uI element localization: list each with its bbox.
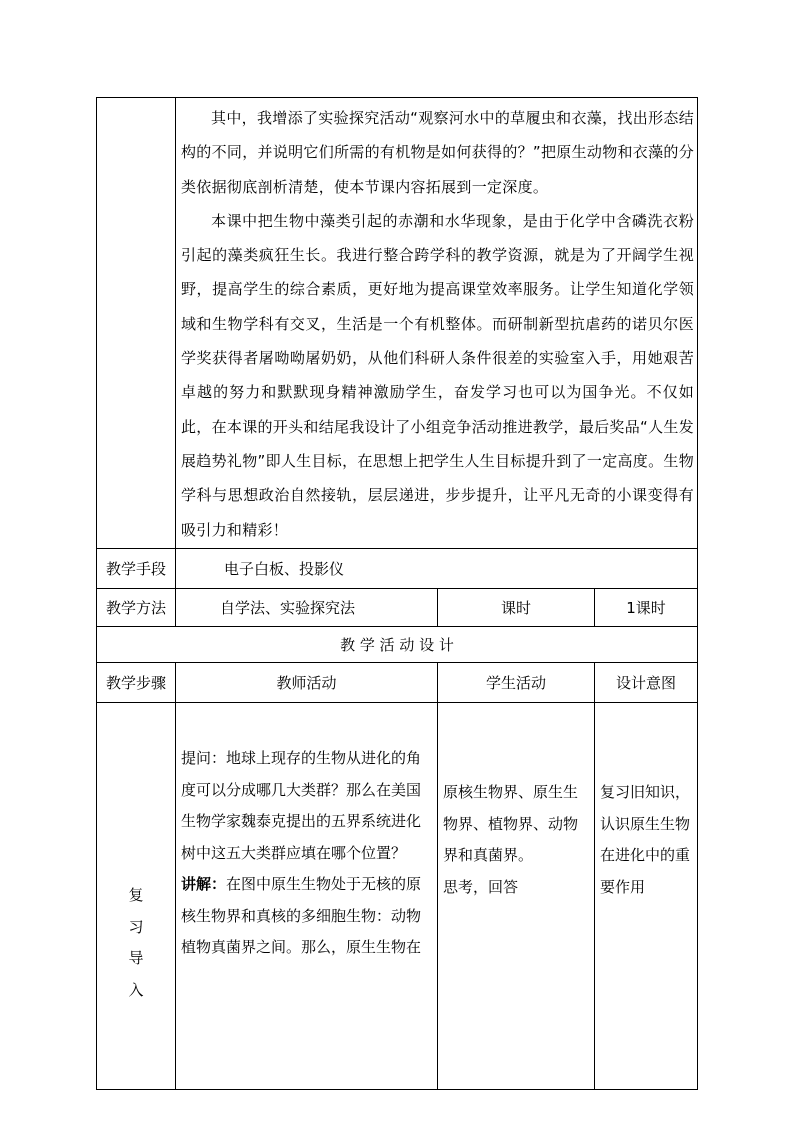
column-header-intent: 设计意图 bbox=[595, 663, 698, 703]
student-answer: 原核生物界、原生生物界、植物界、动物界和真菌界。 bbox=[443, 783, 579, 864]
column-header-teacher: 教师活动 bbox=[176, 663, 438, 703]
hours-label: 课时 bbox=[438, 589, 595, 627]
explain-label: 讲解： bbox=[181, 875, 227, 893]
hours-value: 1课时 bbox=[595, 589, 698, 627]
method-value: 自学法、实验探究法 bbox=[176, 589, 438, 627]
teacher-activity-cell bbox=[176, 703, 438, 1090]
lesson-plan-table bbox=[96, 97, 698, 1090]
column-header-student: 学生活动 bbox=[438, 663, 595, 703]
intro-paragraph-2: 本课中把生物中藻类引起的赤潮和水华现象，是由于化学中含磷洗衣粉引起的藻类疯狂生长。我进行整合跨学科的教学资源，就是为了开阔学生视野，提高学生的综合素质，更好地为提高课堂效率服务。让学生知道化学领域和生物学科有交叉，生活是一个有机整体。而研制新型抗虐药的诺贝尔医学奖获得者屠呦呦屠奶奶，从他们科研人条件很差的实验室入手，用她艰苦卓越的努力和默默现身精神激励学生，奋发学习也可以为国争光。不仅如此，在本课的开头和结尾我设计了小组竞争活动推进教学，最后奖品“人生发展趋势礼物”即人生目标，在思想上把学生人生目标提升到了一定高度。生物学科与思想政治自然接轨，层层递进，步步提升，让平凡无奇的小课变得有吸引力和精彩！ bbox=[181, 211, 695, 539]
student-action: 思考，回答 bbox=[443, 877, 519, 896]
design-intent-cell bbox=[595, 703, 698, 1090]
step-char: 习 bbox=[128, 917, 144, 936]
explain-text: 在图中原生生物处于无核的原核生物界和真核的多细胞生物：动物植物真菌界之间。那么，原生生物在 bbox=[181, 875, 422, 956]
step-cell bbox=[97, 703, 176, 1090]
student-activity-cell bbox=[438, 703, 595, 1090]
step-char: 入 bbox=[128, 980, 144, 999]
section-title: 教 学 活 动 设 计 bbox=[97, 627, 698, 663]
means-label: 教学手段 bbox=[97, 549, 176, 589]
design-intent: 复习旧知识，认识原生生物在进化中的重要作用 bbox=[600, 783, 691, 896]
step-char: 复 bbox=[128, 886, 144, 904]
teacher-explanation bbox=[181, 869, 431, 964]
intro-paragraph-1: 其中，我增添了实验探究活动“观察河水中的草履虫和衣藻，找出形态结构的不同，并说明它们所需的有机物是如何获得的？”把原生动物和衣藻的分类依据彻底剖析清楚，使本节课内容拓展到一定深度。 bbox=[181, 109, 695, 196]
means-value: 电子白板、投影仪 bbox=[176, 549, 698, 589]
column-header-step: 教学步骤 bbox=[97, 663, 176, 703]
step-char: 导 bbox=[128, 949, 144, 968]
intro-side-cell bbox=[97, 98, 176, 549]
teacher-question: 提问：地球上现存的生物从进化的角度可以分成哪几大类群？那么在美国生物学家魏泰克提出的五界系统进化树中这五大类群应填在哪个位置？ bbox=[181, 749, 422, 862]
method-label: 教学方法 bbox=[97, 589, 176, 627]
intro-content-cell bbox=[176, 98, 698, 549]
